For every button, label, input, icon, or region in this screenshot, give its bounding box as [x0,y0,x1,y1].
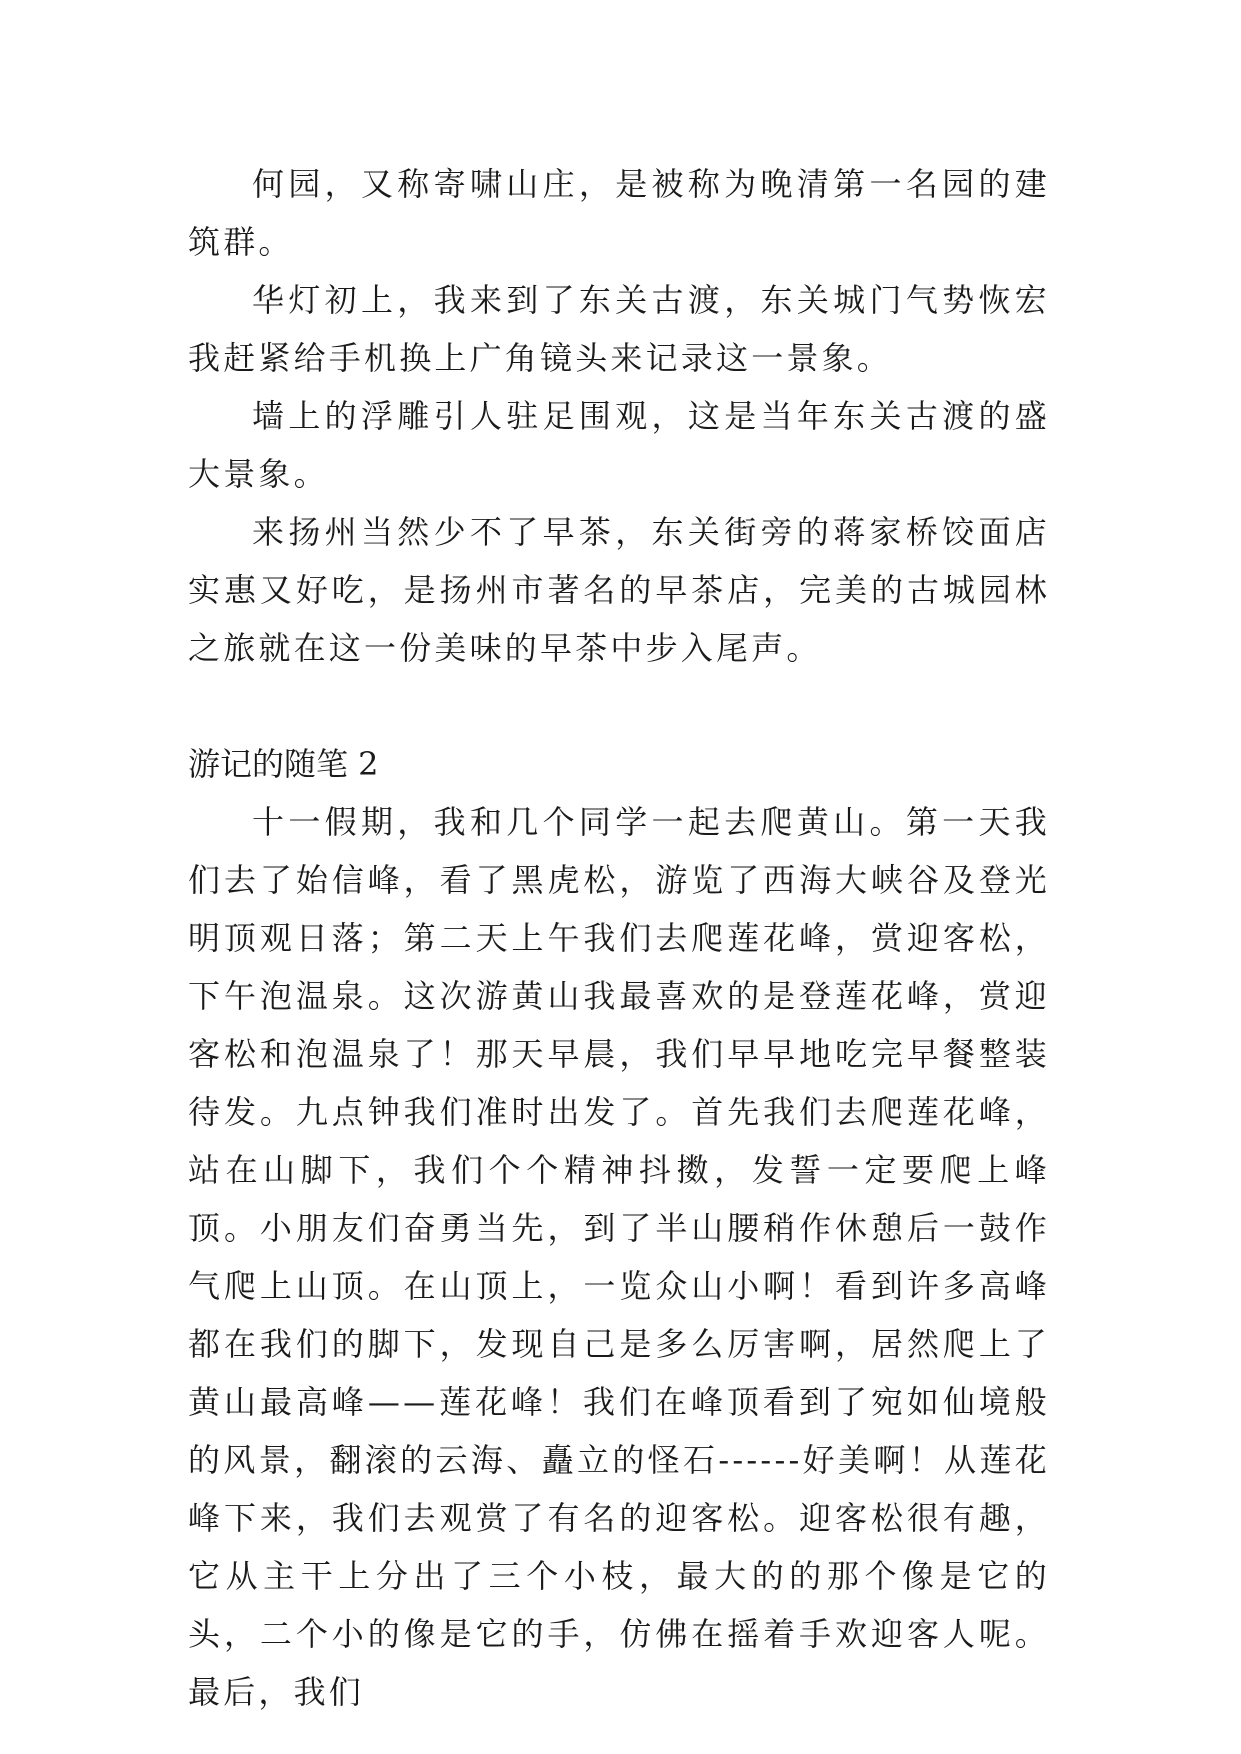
paragraph-heyuan: 何园，又称寄啸山庄，是被称为晚清第一名园的建筑群。 [188,165,1050,261]
paragraph-dongguan-gudu: 华灯初上，我来到了东关古渡，东关城门气势恢宏我赶紧给手机换上广角镜头来记录这一景象。 [188,281,1050,377]
section-spacer [188,677,1050,735]
paragraph-huangshan: 十一假期，我和几个同学一起去爬黄山。第一天我们去了始信峰，看了黑虎松，游览了西海大峡谷及登光明顶观日落；第二天上午我们去爬莲花峰，赏迎客松，下午泡温泉。这次游黄山我最喜欢的是登莲花峰，赏迎客松和泡温泉了！那天早晨，我们早早地吃完早餐整装待发。九点钟我们准时出发了。首先我们去爬莲花峰，站在山脚下，我们个个精神抖擞，发誓一定要爬上峰顶。小朋友们奋勇当先，到了半山腰稍作休憩后一鼓作气爬上山顶。在山顶上，一览众山小啊！看到许多高峰都在我们的脚下，发现自己是多么厉害啊，居然爬上了黄山最高峰——莲花峰！我们在峰顶看到了宛如仙境般的风景，翻滚的云海、矗立的怪石------好美啊！从莲花峰下来，我们去观赏了有名的迎客松。迎客松很有趣，它从主干上分出了三个小枝，最大的的那个像是它的头，二个小的像是它的手，仿佛在摇着手欢迎客人呢。最后，我们 [188,803,1050,1711]
paragraph-relief-wall: 墙上的浮雕引人驻足围观，这是当年东关古渡的盛大景象。 [188,397,1050,493]
document-body [188,155,1050,1721]
paragraph-morning-tea: 来扬州当然少不了早茶，东关街旁的蒋家桥饺面店实惠又好吃，是扬州市著名的早茶店，完美的古城园林之旅就在这一份美味的早茶中步入尾声。 [188,513,1050,667]
section-title: 游记的随笔 2 [188,745,379,783]
